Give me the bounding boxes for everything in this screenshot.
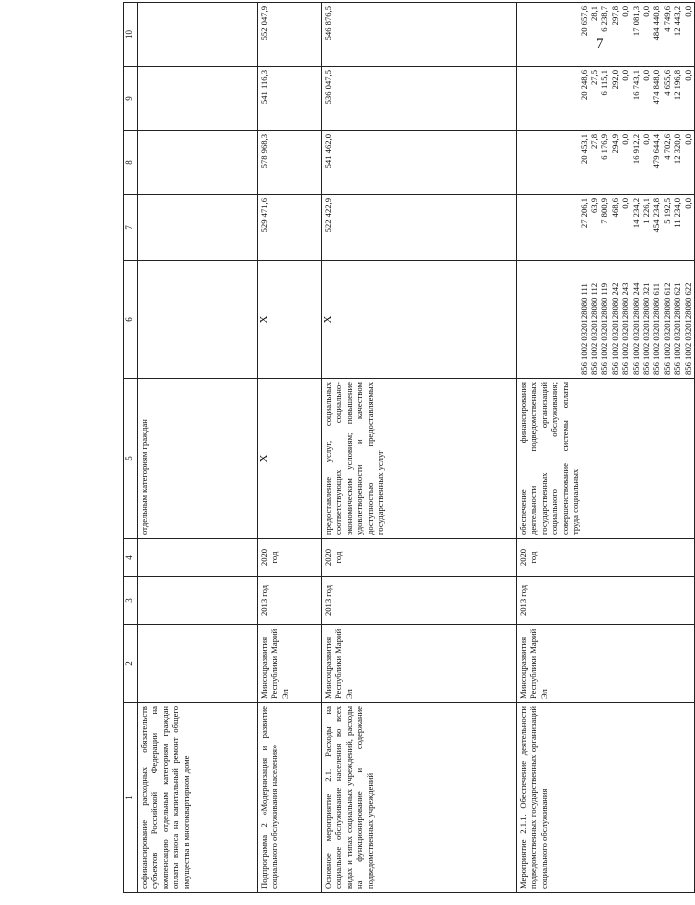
column-header-6: 6 <box>124 261 138 379</box>
cell-col-7 <box>138 195 258 261</box>
cell-col-8 <box>138 131 258 195</box>
cell-col-4: 2020 год <box>322 539 517 577</box>
cell-col-5: X <box>258 379 322 539</box>
cell-col-8 <box>517 131 695 195</box>
cell-col-8 <box>258 131 322 195</box>
amount-value: 294,9 <box>609 134 620 154</box>
cell-col-4: 2020 год <box>258 539 322 577</box>
amount-value: 0,0 <box>620 134 631 145</box>
amount-value: 536 047,5 <box>323 70 333 105</box>
cell-col-10 <box>322 3 517 67</box>
amount-value: 0,0 <box>640 134 651 145</box>
table-row <box>258 3 322 893</box>
column-number-row <box>124 3 138 893</box>
budget-code: 856 1002 0320128080 111 <box>578 283 589 375</box>
amount-value: 0,0 <box>620 70 631 81</box>
cell-col-10 <box>517 3 695 67</box>
cell-col-5: обеспечение финансирования деятельности подведомственных государственных организаций социального обслуживания; совершенствование системы оплаты труда социальных <box>517 379 695 539</box>
cell-col-3 <box>138 577 258 625</box>
amount-value: 0,0 <box>620 6 631 17</box>
budget-code: 856 1002 0320128080 244 <box>630 282 641 375</box>
amount-value: 20 453,1 <box>578 134 589 165</box>
amount-value: 12 196,8 <box>672 70 683 101</box>
cell-col-4: 2020 год <box>517 539 695 577</box>
column-header-10: 10 <box>124 3 138 67</box>
table-row <box>138 3 258 893</box>
cell-col-7 <box>517 195 695 261</box>
cell-col-6 <box>138 261 258 379</box>
amount-value: 552 047,9 <box>259 6 269 41</box>
amount-value: 4 702,6 <box>661 134 672 160</box>
cell-col-1: Мероприятие 2.1.1. Обеспечение деятельности подведомственных государственных организаций социального обслуживания <box>517 703 695 893</box>
column-header-9: 9 <box>124 67 138 131</box>
amount-value: 484 440,8 <box>651 6 662 41</box>
budget-code: 856 1002 0320128080 119 <box>599 282 610 375</box>
amount-value: 17 081,3 <box>630 6 641 37</box>
budget-code: 856 1002 0320128080 243 <box>620 282 631 375</box>
budget-code: 856 1002 0320128080 112 <box>588 282 599 375</box>
amount-value: 4 655,6 <box>661 70 672 96</box>
budget-code: 856 1002 0320128080 321 <box>640 282 651 375</box>
cell-col-3: 2013 год <box>322 577 517 625</box>
amount-value: 468,6 <box>609 198 620 218</box>
cell-col-6 <box>322 261 517 379</box>
amount-value: 63,9 <box>588 198 599 214</box>
budget-code: 856 1002 0320128080 611 <box>651 282 662 375</box>
cell-col-6 <box>517 261 695 379</box>
cell-col-8 <box>322 131 517 195</box>
amount-value: 0,0 <box>682 134 693 145</box>
amount-value: 20 657,6 <box>578 6 589 37</box>
amount-value: 14 234,2 <box>630 198 641 229</box>
column-header-4: 4 <box>124 539 138 577</box>
budget-code: 856 1002 0320128080 622 <box>682 282 693 375</box>
table-body <box>138 3 695 893</box>
cell-col-2: Минсоцразвития Республики Марий Эл <box>258 625 322 703</box>
amount-value: 4 749,6 <box>661 6 672 32</box>
page-number: 7 <box>596 36 604 52</box>
amount-value: 1 226,1 <box>640 198 651 224</box>
budget-code: X <box>258 315 270 324</box>
cell-col-9 <box>138 67 258 131</box>
cell-col-10 <box>258 3 322 67</box>
amount-value: 5 192,5 <box>661 198 672 224</box>
amount-value: 20 248,6 <box>578 70 589 101</box>
amount-value: 0,0 <box>682 70 693 81</box>
amount-value: 454 234,8 <box>651 198 662 233</box>
amount-value: 541 116,3 <box>259 70 269 105</box>
column-header-8: 8 <box>124 131 138 195</box>
column-header-1: 1 <box>124 703 138 893</box>
cell-col-3: 2013 год <box>258 577 322 625</box>
cell-col-1: Подпрограмма 2 «Модернизация и развитие социального обслуживания населения» <box>258 703 322 893</box>
amount-value: 16 912,2 <box>630 134 641 165</box>
budget-code: 856 1002 0320128080 242 <box>609 282 620 375</box>
cell-col-7 <box>322 195 517 261</box>
amount-value: 479 644,4 <box>651 134 662 169</box>
cell-col-1: Основное мероприятие 2.1. Расходы на социальное обслуживание населения во всех видах и типах социальных учреждений, расходы на функционирование и содержание подведомственных учреждений <box>322 703 517 893</box>
cell-col-5: предоставление услуг, социальных соответствующих социально-экономическим условиям; повышение удовлетворенности и качеством доступностью предоставляемых государственных услуг <box>322 379 517 539</box>
cell-col-1: софинансирование расходных обязательств субъектов Российской Федерации на компенсацию отдельным категориям граждан оплаты взноса на капитальный ремонт общего имущества в многоквартирном доме <box>138 703 258 893</box>
cell-col-9 <box>258 67 322 131</box>
amount-value: 6 238,7 <box>599 6 610 32</box>
amount-value: 27,5 <box>588 70 599 86</box>
table-row <box>322 3 517 893</box>
amount-value: 16 743,1 <box>630 70 641 101</box>
column-header-5: 5 <box>124 379 138 539</box>
cell-col-3: 2013 год <box>517 577 695 625</box>
budget-code: 856 1002 0320128080 612 <box>661 282 672 375</box>
budget-code: X <box>322 315 334 324</box>
amount-value: 7 800,9 <box>599 198 610 224</box>
amount-value: 0,0 <box>682 198 693 209</box>
amount-value: 0,0 <box>682 6 693 17</box>
amount-value: 0,0 <box>640 70 651 81</box>
amount-value: 0,0 <box>620 198 631 209</box>
rotated-table-wrapper <box>123 3 693 893</box>
cell-col-7 <box>258 195 322 261</box>
amount-value: 6 115,1 <box>599 70 610 96</box>
cell-col-9 <box>517 67 695 131</box>
amount-value: 578 968,3 <box>259 134 269 169</box>
amount-value: 11 234,0 <box>672 198 683 228</box>
cell-col-2: Минсоцразвития Республики Марий Эл <box>517 625 695 703</box>
amount-value: 541 462,0 <box>323 134 333 169</box>
cell-col-2 <box>138 625 258 703</box>
amount-value: 522 422,9 <box>323 198 333 233</box>
amount-value: 529 471,6 <box>259 198 269 233</box>
amount-value: 292,0 <box>609 70 620 90</box>
cell-col-6 <box>258 261 322 379</box>
column-header-2: 2 <box>124 625 138 703</box>
amount-value: 0,0 <box>640 6 651 17</box>
budget-code: 856 1002 0320128080 621 <box>672 282 683 375</box>
cell-col-9 <box>322 67 517 131</box>
cell-col-4 <box>138 539 258 577</box>
amount-value: 27,8 <box>588 134 599 150</box>
cell-col-5: отдельным категориям граждан <box>138 379 258 539</box>
amount-value: 12 320,0 <box>672 134 683 165</box>
amount-value: 546 876,5 <box>323 6 333 41</box>
cell-col-2: Минсоцразвития Республики Марий Эл <box>322 625 517 703</box>
amount-value: 6 176,9 <box>599 134 610 160</box>
column-header-3: 3 <box>124 577 138 625</box>
amount-value: 297,8 <box>609 6 620 26</box>
amount-value: 12 443,2 <box>672 6 683 37</box>
table-header <box>124 3 138 893</box>
amount-value: 474 848,0 <box>651 70 662 105</box>
table-row <box>517 3 695 893</box>
budget-table <box>123 2 695 893</box>
amount-value: 27 206,1 <box>578 198 589 229</box>
amount-value: 28,1 <box>588 6 599 22</box>
column-header-7: 7 <box>124 195 138 261</box>
cell-col-10 <box>138 3 258 67</box>
